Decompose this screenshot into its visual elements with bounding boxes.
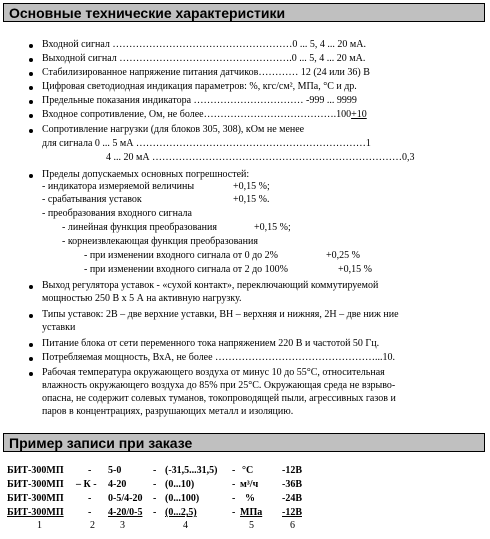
order-model: БИТ-300МП [7, 479, 64, 490]
spec-error-sqrt-2-100: - при изменении входного сигнала от 2 до 100% [84, 264, 289, 275]
spec-load-resistance-420: 4 ... 20 мА …………………………………………………………………0,3 [106, 152, 415, 163]
spec-power-consumption: Потребляемая мощность, ВхА, не более …………………………………………...10. [42, 352, 396, 363]
bullet-icon [29, 86, 33, 90]
order-input: 5-0 [108, 465, 122, 476]
order-index: 3 [120, 520, 125, 531]
order-sep: - [232, 479, 236, 490]
spec-mains-supply: Питание блока от сети переменного тока напряжением 220 В и частотой 50 Гц. [42, 338, 380, 349]
bullet-icon [29, 44, 33, 48]
spec-regulator-output: Выход регулятора уставок - «сухой контакт», переключающий коммутируемой [42, 280, 379, 291]
order-unit: МПа [240, 507, 263, 518]
spec-error-linear: - линейная функция преобразования [62, 222, 217, 233]
bullet-icon [29, 285, 33, 289]
spec-input-resistance [42, 109, 367, 121]
bullet-icon [29, 357, 33, 361]
order-sep: - [88, 465, 92, 476]
order-sep: - [153, 465, 157, 476]
spec-errors-title: Пределы допускаемых основных погрешностей: [42, 169, 250, 180]
order-index: 2 [90, 520, 95, 531]
spec-load-resistance: Сопротивление нагрузки (для блоков 305, 308), кОм не менее [42, 124, 305, 135]
order-title: Пример записи при заказе [9, 435, 193, 451]
spec-digital-indication: Цифровая светодиодная индикация параметров: %, кгс/см², МПа, °С и др. [42, 81, 357, 92]
spec-environment-2: влажность окружающего воздуха до 85% при 25°С. Окружающая среда не взрыво- [42, 380, 396, 391]
order-supply: -12В [282, 465, 302, 476]
order-sep: - [232, 493, 236, 504]
order-range: (0...2,5) [165, 507, 197, 518]
spec-input-signal: Входной сигнал ………………………………………………0 ... 5, 4 ... 20 мА. [42, 39, 366, 50]
bullet-icon [29, 174, 33, 178]
order-input: 0-5/4-20 [108, 493, 143, 504]
spec-error-sqrt-0-2: - при изменении входного сигнала от 0 до 2% [84, 250, 279, 261]
order-unit: м³/ч [240, 479, 259, 490]
spec-setpoint-types: Типы уставок: 2В – две верхние уставки, ВН – верхняя и нижняя, 2Н – две ниж ние [42, 309, 399, 320]
order-unit: °С [242, 465, 254, 476]
spec-indicator-limits: Предельные показания индикатора …………………………… -999 ... 9999 [42, 95, 357, 106]
spec-environment-1: Рабочая температура окружающего воздуха от минус 10 до 55°С, относительная [42, 367, 385, 378]
spec-regulator-output-cont: мощностью 250 В х 5 А на активную нагрузку. [42, 293, 242, 304]
bullet-icon [29, 100, 33, 104]
spec-error-sqrt-0-2-val: +0,25 % [326, 250, 360, 261]
order-index: 6 [290, 520, 295, 531]
order-model: БИТ-300МП [7, 507, 64, 518]
bullet-icon [29, 372, 33, 376]
spec-error-indicator-val: +0,15 %; [233, 181, 270, 192]
order-sep: - [153, 493, 157, 504]
spec-load-resistance-05: для сигнала 0 ... 5 мА ……………………………………………………………1 [42, 138, 371, 149]
order-sep: - [153, 507, 157, 518]
spec-environment-4: паров в концентрациях, разрушающих металл и изоляцию. [42, 406, 294, 417]
bullet-icon [29, 314, 33, 318]
spec-environment-3: опасна, не содержит солевых туманов, токопроводящей пыли, агрессивных газов и [42, 393, 396, 404]
spec-input-resistance-text: Входное сопротивление, Ом, не более………………………………….100 [42, 109, 352, 120]
order-title-bar [3, 433, 485, 452]
order-range: (-31,5...31,5) [165, 465, 218, 476]
order-model: БИТ-300МП [7, 493, 64, 504]
bullet-icon [29, 58, 33, 62]
order-sep: - [153, 479, 157, 490]
spec-setpoint-types-cont: уставки [42, 322, 76, 333]
order-unit: % [245, 493, 255, 504]
order-index: 5 [249, 520, 254, 531]
order-sep: - [232, 507, 236, 518]
order-supply: -24В [282, 493, 302, 504]
spec-output-signal: Выходной сигнал …………………………………………….0 ... 5, 4 ... 20 мА. [42, 53, 366, 64]
spec-error-sqrt-2-100-val: +0,15 % [338, 264, 372, 275]
order-sep: - [88, 493, 92, 504]
spec-error-setpoints-val: +0,15 %. [233, 194, 270, 205]
specs-title-bar [3, 3, 485, 22]
order-input: 4-20/0-5 [108, 507, 143, 518]
spec-error-indicator: - индикатора измеряемой величины [42, 181, 195, 192]
spec-error-setpoints: - срабатывания уставок [42, 194, 142, 205]
spec-error-conversion: - преобразования входного сигнала [42, 208, 192, 219]
bullet-icon [29, 114, 33, 118]
order-input: 4-20 [108, 479, 127, 490]
order-range: (0...10) [165, 479, 195, 490]
spec-input-resistance-tol: +10 [351, 109, 367, 120]
order-range: (0...100) [165, 493, 200, 504]
order-sep: – К - [76, 479, 97, 490]
bullet-icon [29, 129, 33, 133]
spec-error-linear-val: +0,15 %; [254, 222, 291, 233]
order-sep: - [232, 465, 236, 476]
order-supply: -12В [282, 507, 302, 518]
order-model: БИТ-300МП [7, 465, 64, 476]
order-index: 4 [183, 520, 188, 531]
bullet-icon [29, 72, 33, 76]
order-supply: -36В [282, 479, 302, 490]
spec-error-sqrt: - корнеизвлекающая функция преобразования [62, 236, 258, 247]
specs-title: Основные технические характеристики [9, 5, 286, 21]
spec-supply-voltage: Стабилизированное напряжение питания датчиков………… 12 (24 или 36) В [42, 67, 370, 78]
bullet-icon [29, 343, 33, 347]
order-index: 1 [37, 520, 42, 531]
order-sep: - [88, 507, 92, 518]
